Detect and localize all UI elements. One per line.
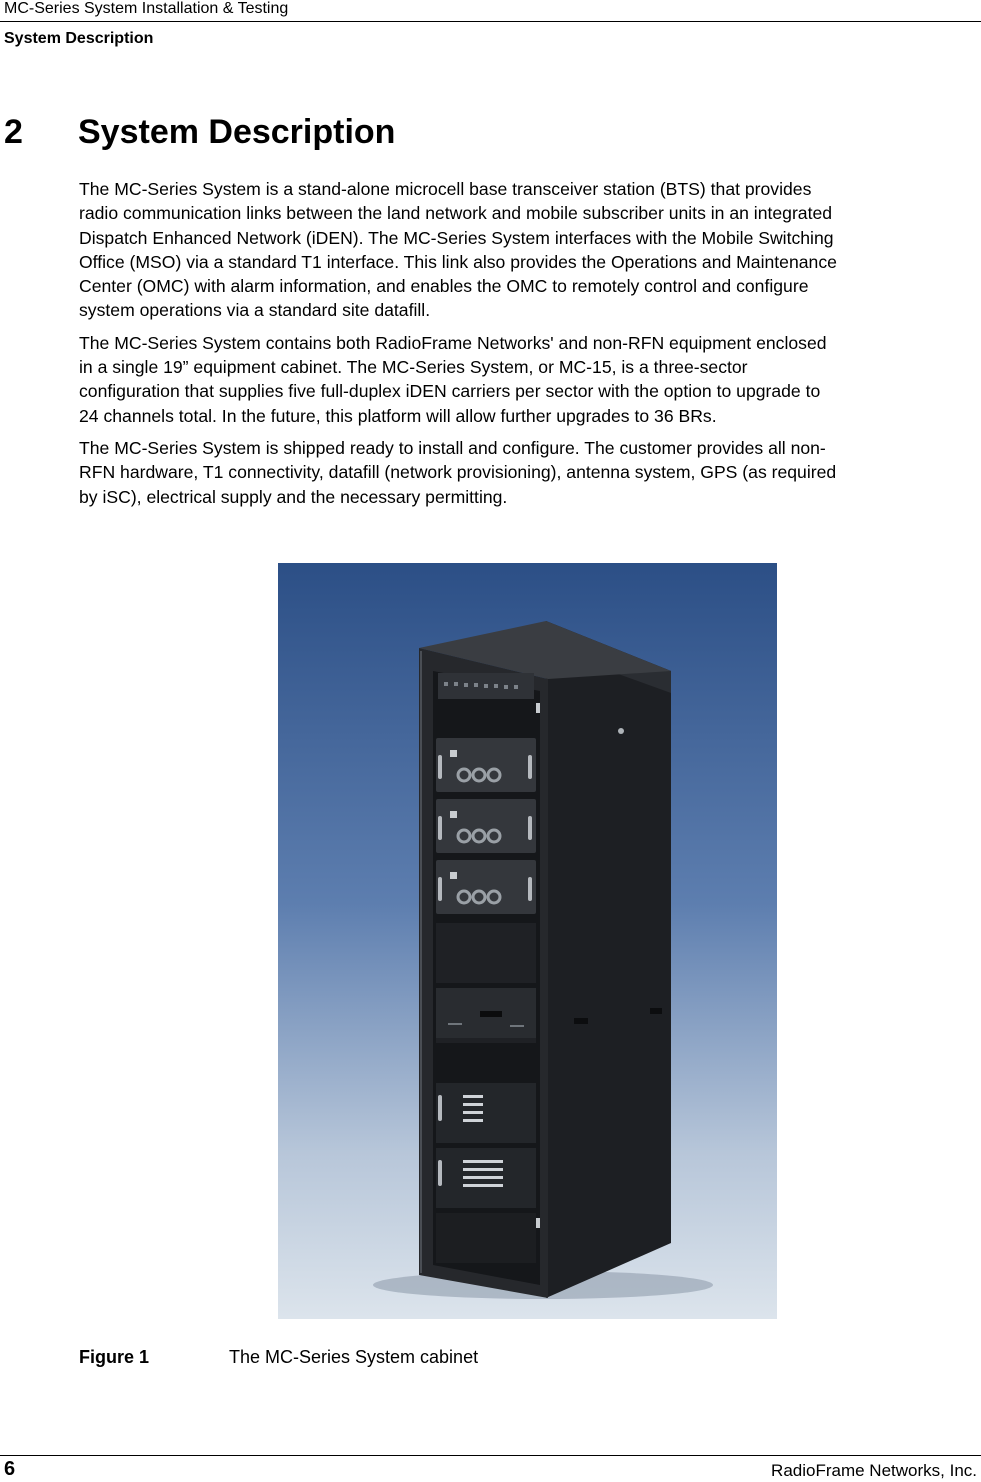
paragraph-line: Dispatch Enhanced Network (iDEN). The MC-Series System interfaces with the Mobile Switching bbox=[79, 227, 834, 248]
page-number: 6 bbox=[4, 1458, 16, 1480]
radio-module bbox=[436, 738, 536, 914]
section-label: System Description bbox=[4, 30, 154, 47]
paragraph-line: The MC-Series System is shipped ready to install and configure. The customer provides all non- bbox=[79, 437, 826, 458]
header-rule bbox=[0, 21, 981, 22]
paragraph-line: Office (MSO) via a standard T1 interface. This link also provides the Operations and Maintenance bbox=[79, 251, 837, 272]
paragraph-line: RFN hardware, T1 connectivity, datafill (network provisioning), antenna system, GPS (as required bbox=[79, 462, 837, 483]
body-text bbox=[79, 177, 979, 517]
paragraph-3 bbox=[79, 436, 979, 509]
paragraph-line: radio communication links between the land network and mobile subscriber units in an integrated bbox=[79, 203, 833, 224]
figure-label: Figure 1 bbox=[79, 1347, 150, 1367]
cabinet-side-panel bbox=[546, 621, 671, 1298]
figure-caption bbox=[79, 1345, 478, 1369]
paragraph-1 bbox=[79, 177, 979, 323]
paragraph-line: 24 channels total. In the future, this platform will allow further upgrades to 36 BRs. bbox=[79, 405, 717, 426]
footer-rule bbox=[0, 1455, 981, 1456]
paragraph-line: system operations via a standard site datafill. bbox=[79, 300, 431, 321]
paragraph-line: Center (OMC) with alarm information, and enables the OMC to remotely control and configure bbox=[79, 276, 809, 297]
paragraph-line: by iSC), electrical supply and the necessary permitting. bbox=[79, 486, 508, 507]
chapter-number: 2 bbox=[4, 113, 23, 151]
chapter-title: System Description bbox=[78, 113, 396, 151]
paragraph-line: configuration that supplies five full-duplex iDEN carriers per sector with the option to upgrade to bbox=[79, 381, 821, 402]
paragraph-2 bbox=[79, 331, 979, 428]
paragraph-line: in a single 19” equipment cabinet. The MC-Series System, or MC-15, is a three-sector bbox=[79, 357, 748, 378]
chapter-heading bbox=[4, 111, 395, 153]
cabinet-photo bbox=[278, 563, 777, 1319]
paragraph-line: The MC-Series System is a stand-alone microcell base transceiver station (BTS) that provides bbox=[79, 179, 812, 199]
figure-caption-text: The MC-Series System cabinet bbox=[229, 1347, 479, 1367]
paragraph-line: The MC-Series System contains both RadioFrame Networks' and non-RFN equipment enclosed bbox=[79, 332, 827, 353]
running-header-title: MC-Series System Installation & Testing bbox=[4, 0, 289, 17]
footer-company: RadioFrame Networks, Inc. bbox=[771, 1461, 977, 1480]
